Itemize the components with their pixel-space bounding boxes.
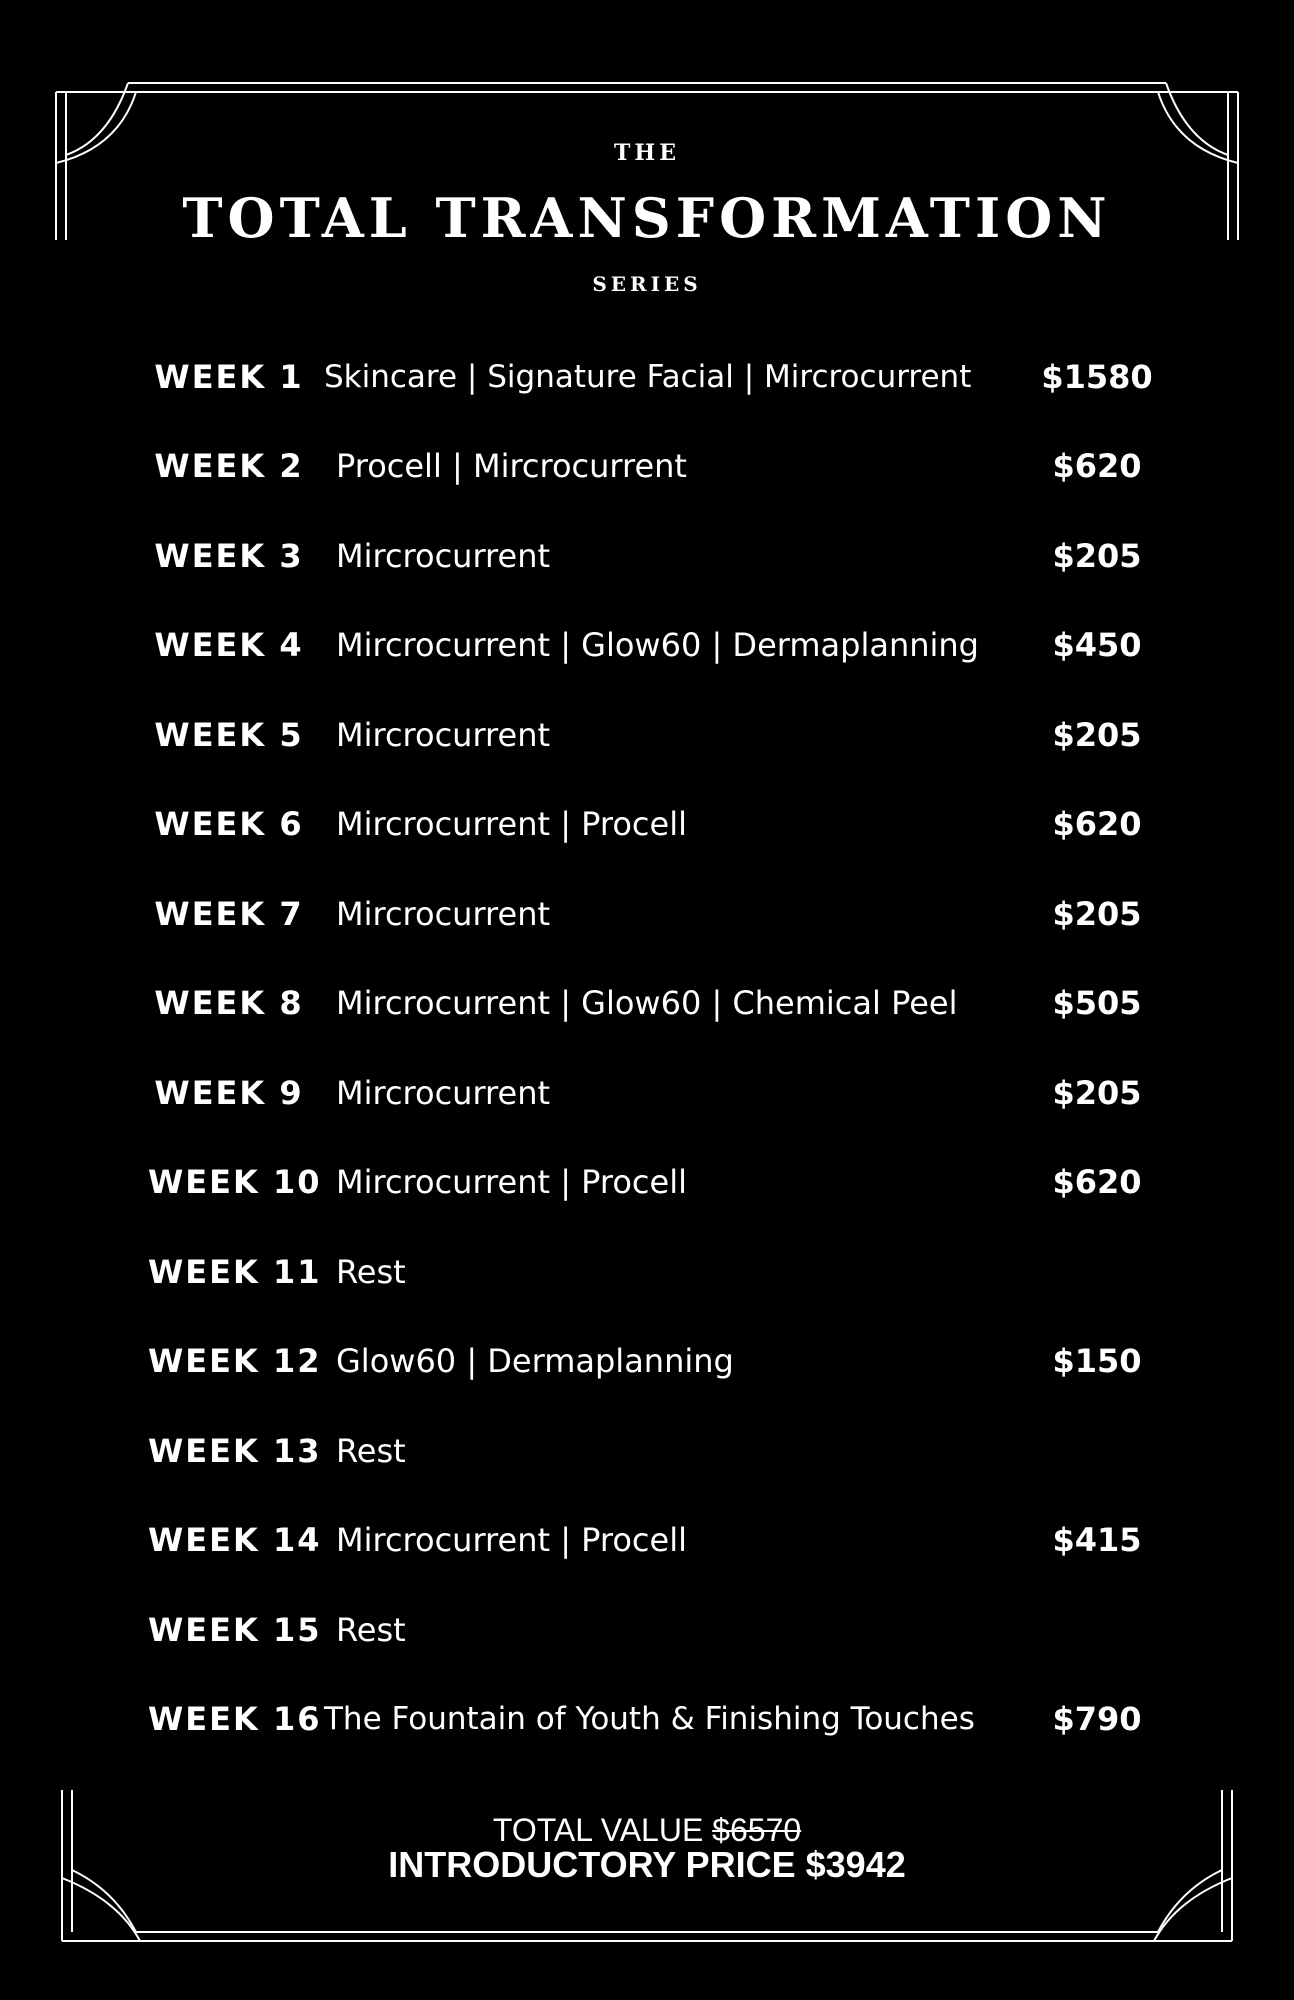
week-row <box>0 1157 1294 1207</box>
total-value-line <box>0 1812 1294 1848</box>
week-label: WEEK 2 <box>154 447 304 485</box>
week-row <box>0 978 1294 1028</box>
week-price: $205 <box>1052 716 1142 754</box>
total-value-label: TOTAL VALUE <box>492 1812 704 1848</box>
week-services: Mircrocurrent | Procell <box>336 805 687 843</box>
week-row <box>0 1336 1294 1386</box>
week-services: Mircrocurrent <box>336 537 551 575</box>
week-label: WEEK 16 <box>148 1700 322 1738</box>
week-services: Mircrocurrent <box>336 716 551 754</box>
week-services: Mircrocurrent | Glow60 | Dermaplanning <box>336 626 979 664</box>
week-label: WEEK 14 <box>148 1521 322 1559</box>
introductory-price-amount: $3942 <box>805 1844 906 1885</box>
week-services: The Fountain of Youth & Finishing Touches <box>324 1701 975 1737</box>
week-price: $205 <box>1052 1074 1142 1112</box>
week-label: WEEK 10 <box>148 1163 322 1201</box>
week-price: $505 <box>1052 984 1142 1022</box>
week-label: WEEK 1 <box>154 358 304 396</box>
week-services: Rest <box>336 1611 406 1649</box>
week-label: WEEK 9 <box>154 1074 304 1112</box>
week-services: Mircrocurrent | Procell <box>336 1521 687 1559</box>
week-price: $620 <box>1052 447 1142 485</box>
week-services: Rest <box>336 1432 406 1470</box>
introductory-price-line <box>0 1844 1294 1886</box>
week-label: WEEK 5 <box>154 716 304 754</box>
week-label: WEEK 3 <box>154 537 304 575</box>
week-label: WEEK 13 <box>148 1432 322 1470</box>
week-label: WEEK 6 <box>154 805 304 843</box>
week-row <box>0 1426 1294 1476</box>
week-row <box>0 620 1294 670</box>
week-price: $620 <box>1052 805 1142 843</box>
week-services: Procell | Mircrocurrent <box>336 447 687 485</box>
week-label: WEEK 8 <box>154 984 304 1022</box>
week-services: Mircrocurrent <box>336 1074 551 1112</box>
week-services: Mircrocurrent <box>336 895 551 933</box>
week-row <box>0 352 1294 402</box>
week-label: WEEK 4 <box>154 626 304 664</box>
week-price: $790 <box>1052 1700 1142 1738</box>
week-price: $150 <box>1052 1342 1142 1380</box>
week-row <box>0 531 1294 581</box>
page-subtitle: SERIES <box>592 272 702 296</box>
page-title: TOTAL TRANSFORMATION <box>182 186 1112 250</box>
week-price: $620 <box>1052 1163 1142 1201</box>
week-price: $1580 <box>1041 358 1153 396</box>
week-price: $205 <box>1052 895 1142 933</box>
week-row <box>0 1605 1294 1655</box>
week-services: Skincare | Signature Facial | Mircrocurrent <box>324 359 972 395</box>
week-price: $450 <box>1052 626 1142 664</box>
week-row <box>0 799 1294 849</box>
week-label: WEEK 15 <box>148 1611 322 1649</box>
week-row <box>0 1515 1294 1565</box>
week-row <box>0 710 1294 760</box>
week-price: $205 <box>1052 537 1142 575</box>
total-value-amount: $6570 <box>712 1812 802 1848</box>
introductory-price-label: INTRODUCTORY PRICE <box>388 1844 796 1885</box>
title-kicker: THE <box>614 140 680 166</box>
week-row <box>0 1068 1294 1118</box>
week-label: WEEK 7 <box>154 895 304 933</box>
week-row <box>0 1694 1294 1744</box>
week-price: $415 <box>1052 1521 1142 1559</box>
week-services: Mircrocurrent | Glow60 | Chemical Peel <box>336 984 958 1022</box>
week-label: WEEK 11 <box>148 1253 322 1291</box>
week-services: Glow60 | Dermaplanning <box>336 1342 734 1380</box>
week-label: WEEK 12 <box>148 1342 322 1380</box>
week-row <box>0 441 1294 491</box>
week-services: Mircrocurrent | Procell <box>336 1163 687 1201</box>
week-services: Rest <box>336 1253 406 1291</box>
week-row <box>0 889 1294 939</box>
week-row <box>0 1247 1294 1297</box>
